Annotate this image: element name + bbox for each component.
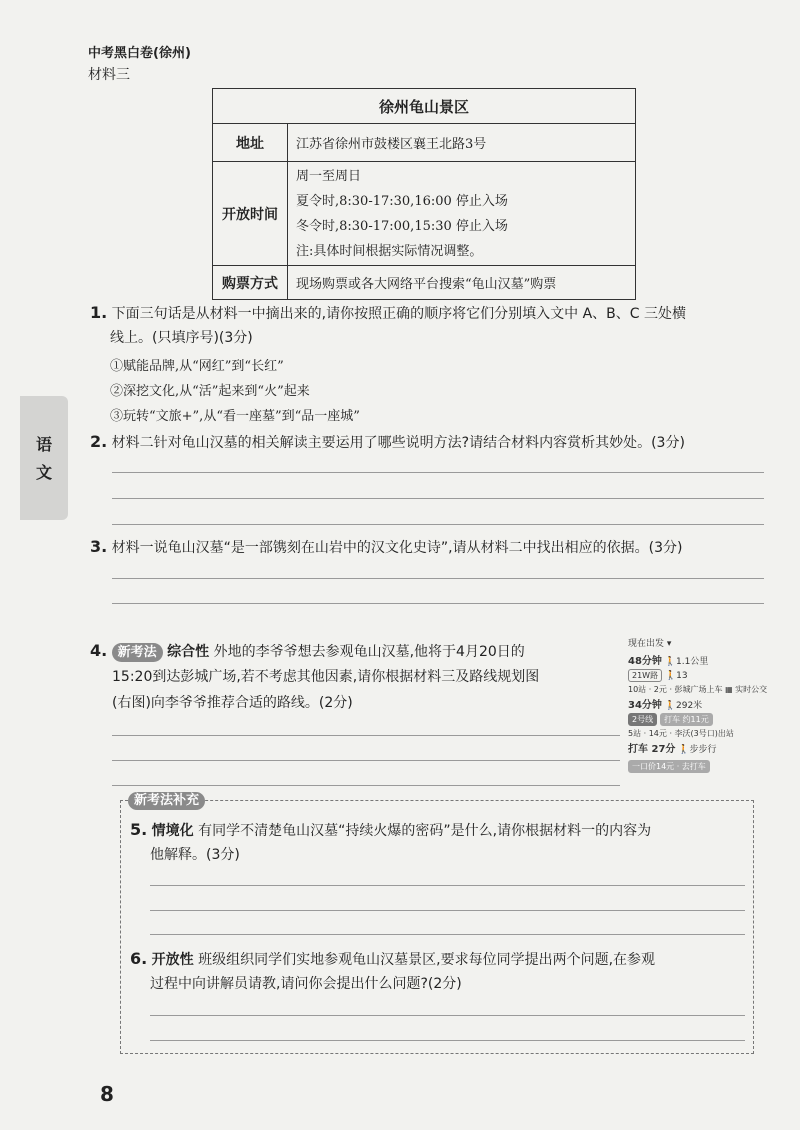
question-2 — [90, 428, 770, 457]
bus-line-tag: 21W路 — [628, 669, 662, 682]
question-text: 外地的李爷爷想去参观龟山汉墓,他将于4月20日的 — [213, 644, 525, 660]
route-distance: 🚶1.1公里 — [664, 657, 709, 667]
walk-info: 🚶步步行 — [678, 745, 717, 755]
hours-label: 开放时间 — [213, 162, 288, 266]
subject-char: 语 — [36, 435, 53, 454]
address-label: 地址 — [213, 124, 288, 162]
material-label: 材料三 — [88, 67, 130, 83]
book-title: 中考黑白卷(徐州) — [88, 46, 191, 61]
table-caption: 徐州龟山景区 — [213, 89, 636, 124]
question-text-cont: 15:20到达彭城广场,若不考虑其他因素,请你根据材料三及路线规划图 — [112, 669, 540, 685]
hours-line: 注:具体时间根据实际情况调整。 — [296, 243, 483, 259]
ticket-value: 现场购票或各大网络平台搜索“龟山汉墓”购票 — [288, 266, 636, 300]
ticket-label: 购票方式 — [213, 266, 288, 300]
answer-line[interactable] — [112, 603, 764, 604]
answer-line[interactable] — [150, 1015, 745, 1016]
question-text: 材料一说龟山汉墓“是一部镌刻在山岩中的汉文化史诗”,请从材料二中找出相应的依据。(3分) — [111, 540, 683, 556]
hours-line: 夏令时,8:30-17:30,16:00 停止入场 — [296, 193, 508, 209]
question-number: 6. — [130, 949, 148, 968]
supplement-title: 新考法补充 — [128, 792, 205, 810]
answer-line[interactable] — [112, 785, 620, 786]
route-detail: 5站 · 14元 · 李沃(3号口)出站 — [628, 729, 734, 738]
answer-line[interactable] — [150, 910, 745, 911]
question-text-cont: 他解释。(3分) — [150, 847, 240, 863]
question-text-cont: (右图)向李爷爷推荐合适的路线。(2分) — [112, 695, 353, 711]
question-4 — [90, 637, 630, 666]
new-method-badge: 新考法 — [112, 643, 163, 662]
question-number: 1. — [90, 303, 108, 322]
question-text: 班级组织同学们实地参观龟山汉墓景区,要求每位同学提出两个问题,在参观 — [198, 952, 656, 968]
option-1: ①赋能品牌,从“网红”到“长红” — [110, 359, 284, 374]
question-1 — [90, 299, 770, 328]
answer-line[interactable] — [150, 885, 745, 886]
answer-line[interactable] — [112, 735, 620, 736]
question-number: 5. — [130, 820, 148, 839]
question-number: 4. — [90, 641, 108, 660]
route-planning-image — [628, 638, 778, 793]
hours-line: 冬令时,8:30-17:00,15:30 停止入场 — [296, 218, 508, 234]
route-time: 打车 27分 — [628, 744, 676, 755]
question-number: 2. — [90, 432, 108, 451]
route-detail: 10站 · 2元 · 彭城广场上车 ▦ 实时公交 — [628, 685, 768, 694]
question-tag: 开放性 — [151, 952, 194, 968]
walk-info: 🚶13 — [664, 671, 688, 681]
route-time: 34分钟 — [628, 700, 662, 711]
answer-line[interactable] — [112, 760, 620, 761]
answer-line[interactable] — [150, 1040, 745, 1041]
route-distance: 🚶292米 — [664, 701, 703, 711]
question-5 — [130, 816, 750, 845]
route-time: 48分钟 — [628, 656, 662, 667]
answer-line[interactable] — [112, 472, 764, 473]
option-3: ③玩转“文旅+”,从“看一座墓”到“品一座城” — [110, 409, 360, 424]
question-text-cont: 过程中向讲解员请教,请问你会提出什么问题?(2分) — [150, 976, 462, 992]
page-number: 8 — [100, 1082, 114, 1106]
question-tag: 情境化 — [151, 823, 194, 839]
question-tag: 综合性 — [167, 644, 210, 660]
question-3 — [90, 533, 770, 562]
question-text-cont: 线上。(只填序号)(3分) — [110, 330, 253, 346]
taxi-tag: 打车 约11元 — [660, 713, 713, 726]
question-text: 下面三句话是从材料一中摘出来的,请你按照正确的顺序将它们分别填入文中 A、B、C 三处横 — [111, 306, 686, 322]
answer-line[interactable] — [112, 578, 764, 579]
subject-side-tab — [20, 396, 68, 520]
answer-line[interactable] — [150, 934, 745, 935]
address-value: 江苏省徐州市鼓楼区襄王北路3号 — [288, 124, 636, 162]
depart-now: 现在出发 ▾ — [628, 639, 672, 649]
subject-char: 文 — [36, 463, 53, 482]
question-number: 3. — [90, 537, 108, 556]
answer-line[interactable] — [112, 498, 764, 499]
question-text: 材料二针对龟山汉墓的相关解读主要运用了哪些说明方法?请结合材料内容赏析其妙处。(3分) — [111, 435, 685, 451]
question-text: 有同学不清楚龟山汉墓“持续火爆的密码”是什么,请你根据材料一的内容为 — [198, 823, 652, 839]
hours-value — [288, 162, 636, 266]
hours-line: 周一至周日 — [296, 168, 362, 184]
answer-line[interactable] — [112, 524, 764, 525]
question-6 — [130, 945, 750, 974]
metro-line-tag: 2号线 — [628, 713, 657, 726]
taxi-price-tag: 一口价14元 · 去打车 — [628, 760, 710, 773]
scenic-info-table — [212, 88, 636, 300]
option-2: ②深挖文化,从“活”起来到“火”起来 — [110, 384, 310, 399]
